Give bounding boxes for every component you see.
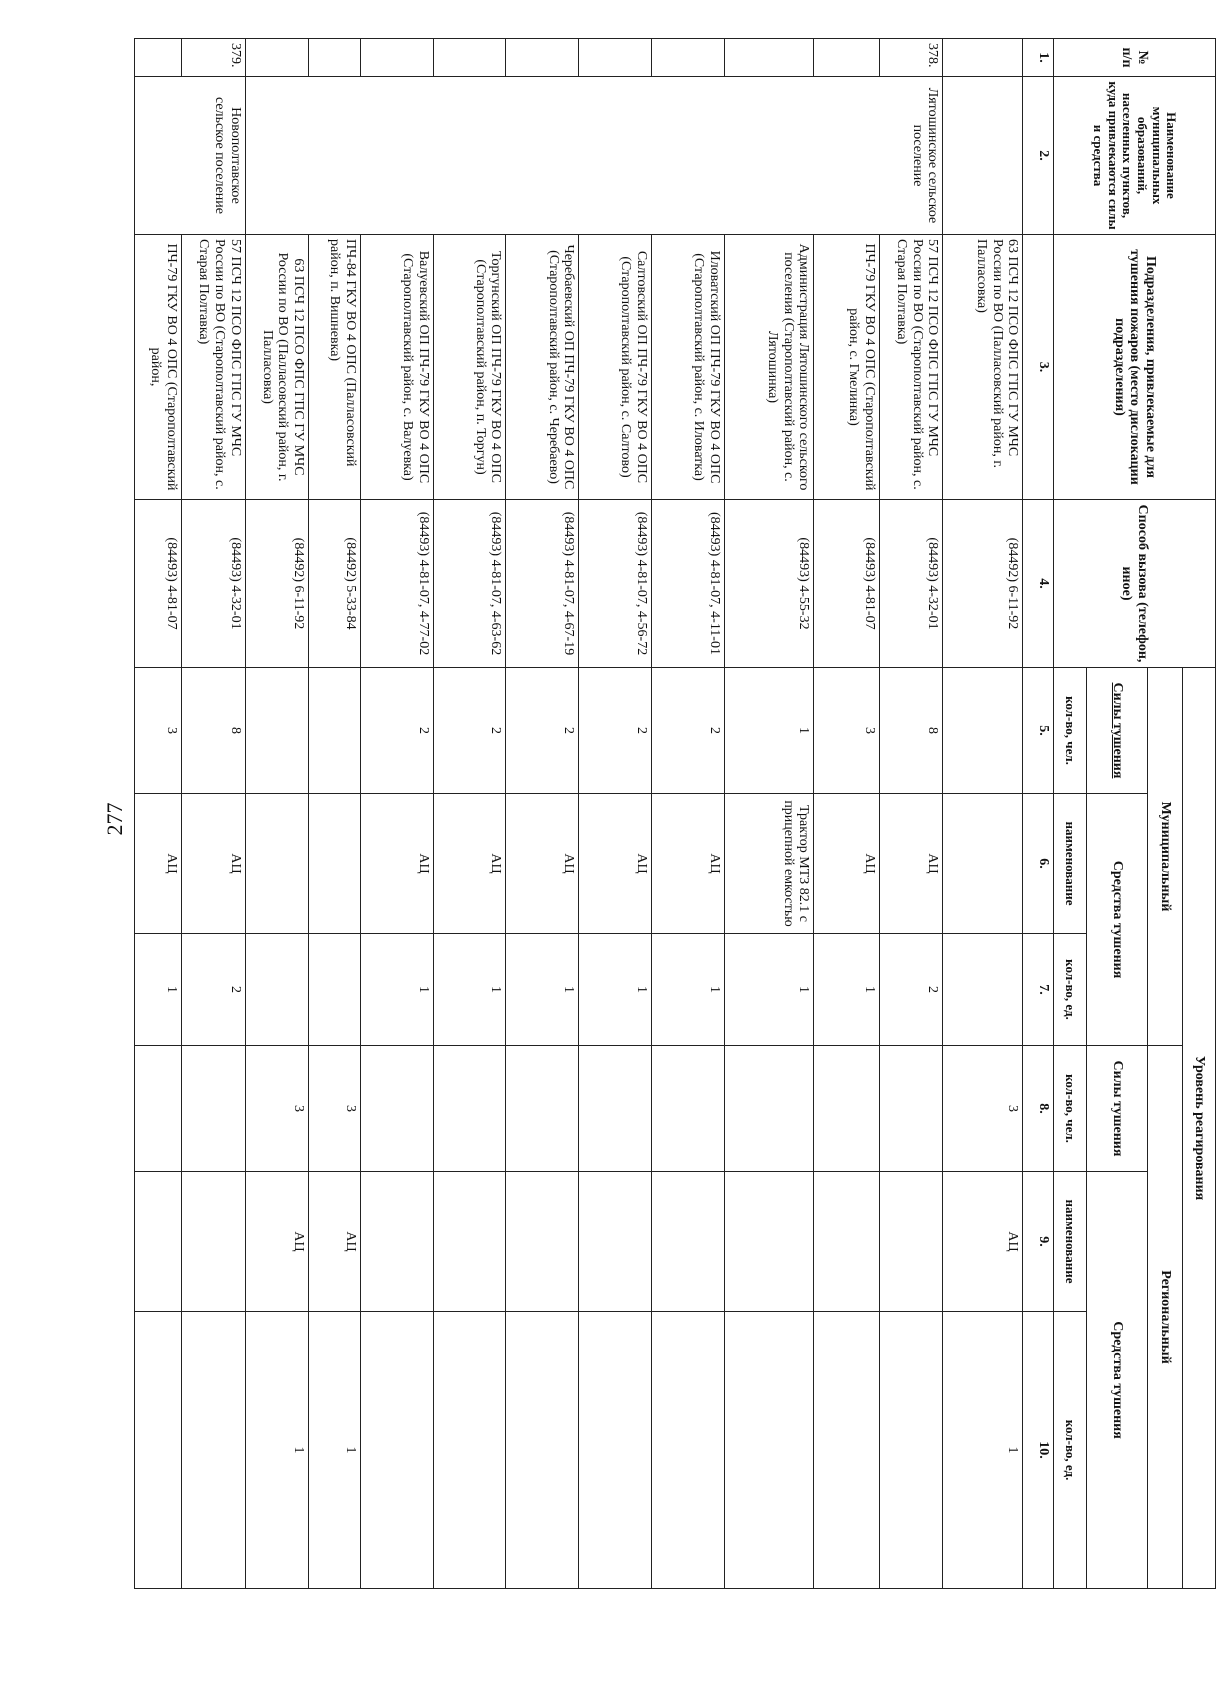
cell-m-people xyxy=(943,668,1023,794)
cell-num xyxy=(245,39,308,77)
table-row xyxy=(814,39,880,1589)
cell-phone: (84493) 4-81-07 xyxy=(135,500,182,668)
cell-r-people xyxy=(652,1046,725,1172)
cell-r-qty xyxy=(814,1312,880,1589)
table-row xyxy=(433,39,506,1589)
cell-m-qty: 1 xyxy=(652,934,725,1046)
cell-unit: 63 ПСЧ 12 ПСО ФПС ГПС ГУ МЧС России по ВО (Палласовский район, г. Палласовка) xyxy=(245,235,308,500)
cell-phone: (84492) 6-11-92 xyxy=(245,500,308,668)
cell-phone: (84492) 5-33-84 xyxy=(308,500,360,668)
cell-m-people: 2 xyxy=(433,668,506,794)
table-body xyxy=(135,39,1023,1589)
cell-phone: (84493) 4-32-01 xyxy=(879,500,942,668)
table-row xyxy=(879,39,942,1589)
cell-num xyxy=(433,39,506,77)
cell-r-qty xyxy=(360,1312,433,1589)
cell-num xyxy=(652,39,725,77)
cell-unit: Салтовский ОП ПЧ-79 ГКУ ВО 4 ОПС (Старополтавский район, с. Салтово) xyxy=(579,235,652,500)
cell-r-qty xyxy=(135,1312,182,1589)
table-row xyxy=(506,39,579,1589)
cell-r-people: 3 xyxy=(245,1046,308,1172)
cell-unit: ПЧ-79 ГКУ ВО 4 ОПС (Старополтавский район, xyxy=(135,235,182,500)
col-number: 9. xyxy=(1023,1172,1054,1312)
cell-m-people: 2 xyxy=(506,668,579,794)
cell-r-name xyxy=(506,1172,579,1312)
cell-m-qty: 1 xyxy=(814,934,880,1046)
cell-m-people: 2 xyxy=(360,668,433,794)
col-number: 7. xyxy=(1023,934,1054,1046)
cell-m-people: 8 xyxy=(182,668,245,794)
cell-r-people xyxy=(506,1046,579,1172)
cell-unit: 57 ПСЧ 12 ПСО ФПС ГПС ГУ МЧС России по ВО (Старополтавский район, с. Старая Полтавка) xyxy=(879,235,942,500)
header-m-means: Средства тушения xyxy=(1086,794,1147,1046)
cell-m-qty: 1 xyxy=(506,934,579,1046)
cell-r-name xyxy=(652,1172,725,1312)
cell-unit: Черебаевский ОП ПЧ-79 ГКУ ВО 4 ОПС (Старополтавский район, с. Черебаево) xyxy=(506,235,579,500)
cell-phone: (84493) 4-32-01 xyxy=(182,500,245,668)
cell-phone: (84493) 4-81-07 xyxy=(814,500,880,668)
header-r-name: наименование xyxy=(1053,1172,1086,1312)
cell-m-people: 3 xyxy=(814,668,880,794)
header-m-qty-people: кол-во, чел. xyxy=(1053,668,1086,794)
cell-phone: (84493) 4-81-07, 4-67-19 xyxy=(506,500,579,668)
cell-m-qty xyxy=(943,934,1023,1046)
cell-r-name: АЦ xyxy=(943,1172,1023,1312)
cell-r-people xyxy=(814,1046,880,1172)
fire-forces-table xyxy=(134,38,1216,1589)
table-row xyxy=(579,39,652,1589)
header-m-name: наименование xyxy=(1053,794,1086,934)
cell-m-people xyxy=(245,668,308,794)
cell-r-people xyxy=(360,1046,433,1172)
cell-unit: 57 ПСЧ 12 ПСО ФПС ГПС ГУ МЧС России по ВО (Старополтавский район, с. Старая Полтавка) xyxy=(182,235,245,500)
header-municipal: Муниципальный xyxy=(1147,668,1182,1046)
cell-r-qty xyxy=(182,1312,245,1589)
cell-m-qty: 2 xyxy=(879,934,942,1046)
cell-unit: ПЧ-79 ГКУ ВО 4 ОПС (Старополтавский район, с. Гмелинка) xyxy=(814,235,880,500)
header-num: № п/п xyxy=(1053,39,1215,77)
cell-m-people: 2 xyxy=(579,668,652,794)
cell-m-qty: 1 xyxy=(433,934,506,1046)
cell-r-name xyxy=(879,1172,942,1312)
cell-unit: Торгунский ОП ПЧ-79 ГКУ ВО 4 ОПС (Старополтавский район, п. Торгун) xyxy=(433,235,506,500)
table-row xyxy=(135,39,182,1589)
cell-phone: (84493) 4-81-07, 4-77-02 xyxy=(360,500,433,668)
cell-num: 378. xyxy=(879,39,942,77)
cell-m-qty xyxy=(245,934,308,1046)
cell-m-name xyxy=(308,794,360,934)
cell-r-qty xyxy=(579,1312,652,1589)
header-r-qty-people: кол-во, чел. xyxy=(1053,1046,1086,1172)
column-number-row xyxy=(1023,39,1054,1589)
cell-m-name: АЦ xyxy=(814,794,880,934)
cell-m-name xyxy=(943,794,1023,934)
table-row xyxy=(943,39,1023,1589)
cell-m-name: АЦ xyxy=(879,794,942,934)
cell-num: 379. xyxy=(182,39,245,77)
cell-r-people xyxy=(135,1046,182,1172)
cell-m-people: 1 xyxy=(724,668,813,794)
cell-m-qty: 1 xyxy=(135,934,182,1046)
cell-r-qty xyxy=(433,1312,506,1589)
header-m-forces: Силы тушения xyxy=(1086,668,1147,794)
table-row xyxy=(245,39,308,1589)
cell-r-name xyxy=(135,1172,182,1312)
header-r-forces: Силы тушения xyxy=(1086,1046,1147,1172)
table-row xyxy=(652,39,725,1589)
table-row xyxy=(182,39,245,1589)
col-number: 3. xyxy=(1023,235,1054,500)
cell-num xyxy=(506,39,579,77)
cell-r-name xyxy=(360,1172,433,1312)
cell-r-people xyxy=(879,1046,942,1172)
cell-r-qty xyxy=(879,1312,942,1589)
cell-phone: (84493) 4-81-07, 4-56-72 xyxy=(579,500,652,668)
cell-r-qty xyxy=(652,1312,725,1589)
table-header xyxy=(1023,39,1216,1589)
cell-m-qty: 2 xyxy=(182,934,245,1046)
cell-unit: 63 ПСЧ 12 ПСО ФПС ГПС ГУ МЧС России по ВО (Палласовский район, г. Палласовка) xyxy=(943,235,1023,500)
cell-r-people xyxy=(724,1046,813,1172)
cell-m-qty: 1 xyxy=(579,934,652,1046)
cell-r-name xyxy=(579,1172,652,1312)
header-r-means: Средства тушения xyxy=(1086,1172,1147,1589)
cell-phone: (84493) 4-81-07, 4-63-62 xyxy=(433,500,506,668)
cell-mo: Новополтавское сельское поселение xyxy=(135,77,246,235)
cell-r-people xyxy=(182,1046,245,1172)
header-mo: Наименование муниципальных образований, населенных пунктов, куда привлекаются силы и средства xyxy=(1053,77,1215,235)
cell-m-name: АЦ xyxy=(506,794,579,934)
header-r-qty-units: кол-во, ед. xyxy=(1053,1312,1086,1589)
cell-unit: Иловатский ОП ПЧ-79 ГКУ ВО 4 ОПС (Старополтавский район, с. Иловатка) xyxy=(652,235,725,500)
cell-m-name: Трактор МТЗ 82.1 с прицепной емкостью xyxy=(724,794,813,934)
cell-m-qty: 1 xyxy=(360,934,433,1046)
rotated-table-sheet xyxy=(134,38,1216,1588)
cell-r-people: 3 xyxy=(943,1046,1023,1172)
cell-r-name xyxy=(724,1172,813,1312)
cell-r-people: 3 xyxy=(308,1046,360,1172)
cell-r-name xyxy=(433,1172,506,1312)
cell-m-name: АЦ xyxy=(433,794,506,934)
cell-m-qty xyxy=(308,934,360,1046)
cell-phone: (84493) 4-55-32 xyxy=(724,500,813,668)
col-number: 10. xyxy=(1023,1312,1054,1589)
cell-m-name xyxy=(245,794,308,934)
header-unit: Подразделения, привлекаемые для тушения пожаров (место дислокации подразделения) xyxy=(1053,235,1215,500)
col-number: 6. xyxy=(1023,794,1054,934)
header-phone: Способ вызова (телефон, иное) xyxy=(1053,500,1215,668)
cell-m-name: АЦ xyxy=(360,794,433,934)
cell-m-qty: 1 xyxy=(724,934,813,1046)
cell-r-qty xyxy=(506,1312,579,1589)
cell-r-qty: 1 xyxy=(308,1312,360,1589)
cell-num xyxy=(360,39,433,77)
cell-m-name: АЦ xyxy=(135,794,182,934)
cell-unit: Валуевский ОП ПЧ-79 ГКУ ВО 4 ОПС (Старополтавский район, с. Валуевка) xyxy=(360,235,433,500)
cell-m-people: 3 xyxy=(135,668,182,794)
col-number: 5. xyxy=(1023,668,1054,794)
table-row xyxy=(308,39,360,1589)
cell-num xyxy=(724,39,813,77)
cell-m-name: АЦ xyxy=(182,794,245,934)
cell-r-qty: 1 xyxy=(245,1312,308,1589)
cell-m-people xyxy=(308,668,360,794)
cell-num xyxy=(308,39,360,77)
col-number: 2. xyxy=(1023,77,1054,235)
cell-phone: (84493) 4-81-07, 4-11-01 xyxy=(652,500,725,668)
cell-num xyxy=(135,39,182,77)
table-row xyxy=(360,39,433,1589)
cell-mo xyxy=(943,77,1023,235)
cell-unit: Администрация Лятошинского сельского поселения (Старополтавский район, с. Лятошинка) xyxy=(724,235,813,500)
header-regional: Региональный xyxy=(1147,1046,1182,1589)
col-number: 8. xyxy=(1023,1046,1054,1172)
cell-r-qty xyxy=(724,1312,813,1589)
cell-m-name: АЦ xyxy=(579,794,652,934)
cell-r-name xyxy=(182,1172,245,1312)
cell-m-people: 2 xyxy=(652,668,725,794)
header-reaction-level: Уровень реагирования xyxy=(1183,668,1216,1589)
cell-r-qty: 1 xyxy=(943,1312,1023,1589)
cell-mo: Лятошинское сельское поселение xyxy=(245,77,943,235)
cell-r-name xyxy=(814,1172,880,1312)
cell-num xyxy=(943,39,1023,77)
cell-num xyxy=(579,39,652,77)
page-number: 277 xyxy=(102,802,127,836)
cell-m-people: 8 xyxy=(879,668,942,794)
header-m-qty-units: кол-во, ед. xyxy=(1053,934,1086,1046)
cell-num xyxy=(814,39,880,77)
col-number: 4. xyxy=(1023,500,1054,668)
cell-unit: ПЧ-84 ГКУ ВО 4 ОПС (Палласовский район, п. Вишневка) xyxy=(308,235,360,500)
cell-r-people xyxy=(579,1046,652,1172)
col-number: 1. xyxy=(1023,39,1054,77)
cell-phone: (84492) 6-11-92 xyxy=(943,500,1023,668)
cell-r-people xyxy=(433,1046,506,1172)
cell-r-name: АЦ xyxy=(245,1172,308,1312)
cell-r-name: АЦ xyxy=(308,1172,360,1312)
table-row xyxy=(724,39,813,1589)
cell-m-name: АЦ xyxy=(652,794,725,934)
